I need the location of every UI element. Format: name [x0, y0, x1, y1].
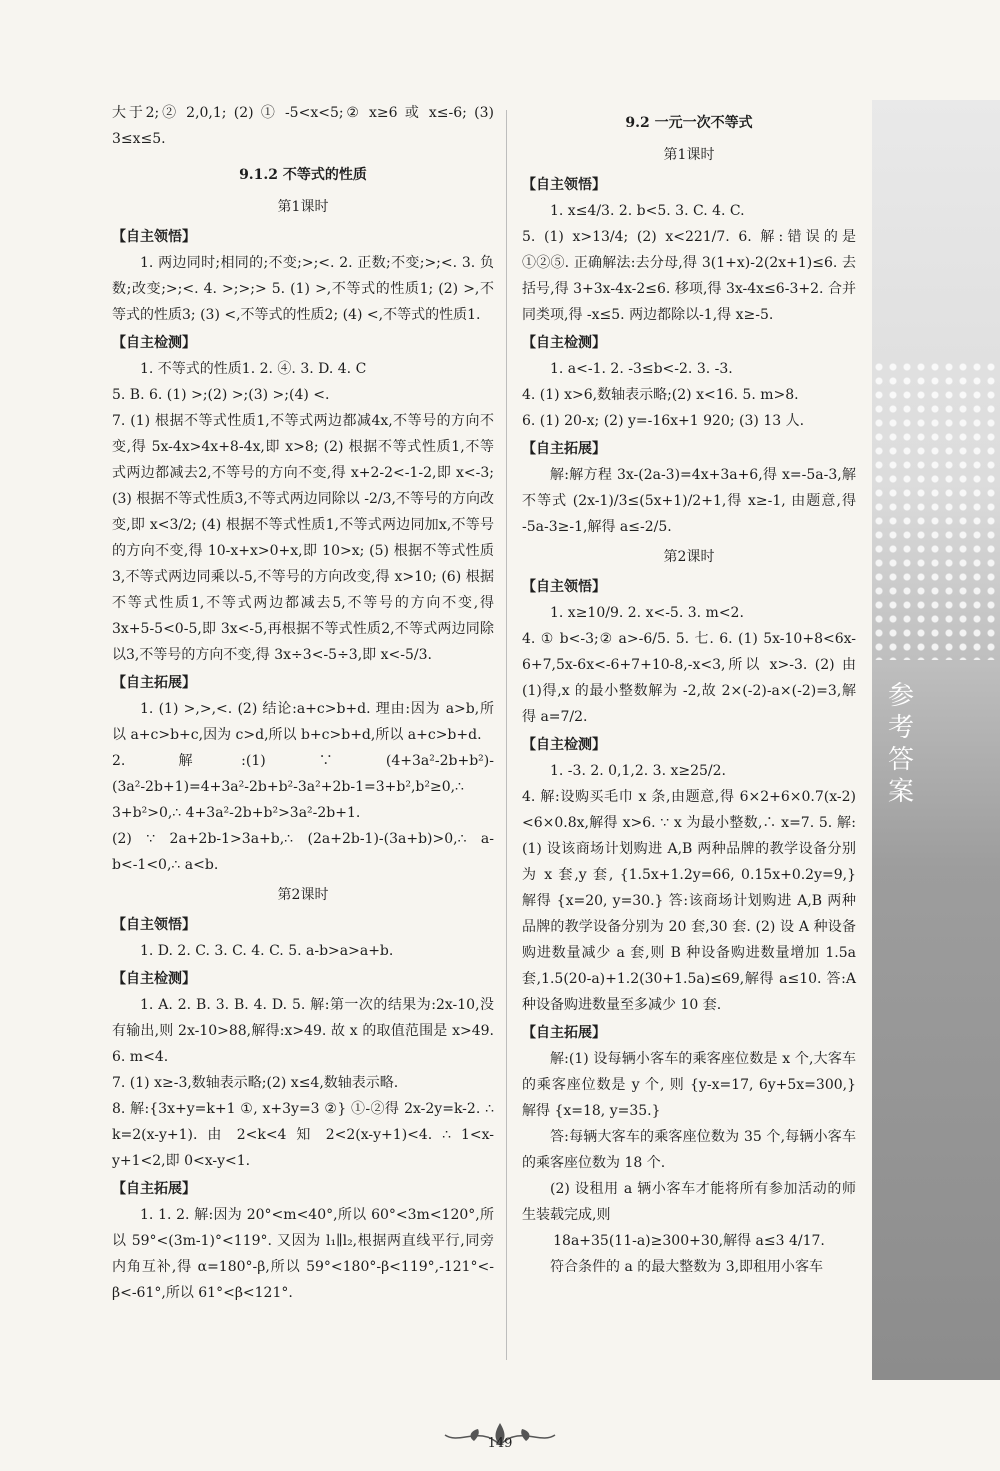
answer-paragraph: 4. (1) x>6,数轴表示略;(2) x<16. 5. m>8. [522, 387, 799, 403]
block-heading: 【自主领悟】 [522, 579, 606, 595]
answer-paragraph: 2. 解:(1) ∵ (4+3a²-2b+b²)-(3a²-2b+1)=4+3a²-2b+b²-3a²+2b-1=3+b²,b²≥0,∴ 3+b²>0,∴ 4+3a²-2b+b²>3a²-2b+1. [112, 753, 494, 821]
answer-paragraph: 7. (1) 根据不等式性质1,不等式两边都减4x,不等号的方向不变,得 5x-4x>4x+8-4x,即 x>8; (2) 根据不等式性质1,不等式两边都减去2,不等号的方向不变,得 x+2-2<-1-2,即 x<-3; (3) 根据不等式性质3,不等式两边同除以 -2/3,不等号的方向改变,即 x<3/2; (4) 根据不等式性质1,不等式两边同加x,不等号的方向不变,得 10-x+x>0+x,即 10>x; (5) 根据不等式性质3,不等式两边同乘以-5,不等号的方向改变,得 x>10; (6) 根据不等式性质1,不等式两边都减去5,不等号的方向不变,得 3x+5-5<0-5,即 3x<-5,再根据不等式性质2,不等式两边同除以3,不等号的方向不变,得 3x÷3<-5÷3,即 x<-5/3. [112, 413, 494, 663]
answer-paragraph: 1. x≤4/3. 2. b<5. 3. C. 4. C. [550, 203, 745, 219]
answer-paragraph: 1. 两边同时;相同的;不变;>;<. 2. 正数;不变;>;<. 3. 负数;改变;>;<. 4. >;>;> 5. (1) >,不等式的性质1; (2) >,不等式的性质3; (3) <,不等式的性质2; (4) <,不等式的性质1. [112, 255, 494, 323]
block-heading: 【自主拓展】 [112, 1181, 196, 1197]
block-heading: 【自主拓展】 [522, 441, 606, 457]
lesson-title: 第1课时 [277, 199, 329, 215]
answer-paragraph: 1. -3. 2. 0,1,2. 3. x≥25/2. [550, 763, 726, 779]
side-dot-pattern [872, 360, 1000, 660]
block-heading: 【自主拓展】 [112, 675, 196, 691]
section-title: 9.2 一元一次不等式 [625, 115, 753, 131]
answer-paragraph: 1. x≥10/9. 2. x<-5. 3. m<2. [550, 605, 744, 621]
right-column [522, 100, 856, 1280]
answer-paragraph: 1. 1. 2. 解:因为 20°<m<40°,所以 60°<3m<120°,所以 59°<(3m-1)°<119°. 又因为 l₁∥l₂,根据两直线平行,同旁内角互补,得 α=180°-β,所以 59°<180°-β<119°,-121°<-β<-61°,所以 61°<β<121°. [112, 1207, 494, 1301]
block-heading: 【自主领悟】 [112, 229, 196, 245]
answer-paragraph: 6. (1) 20-x; (2) y=-16x+1 920; (3) 13 人. [522, 413, 805, 429]
answer-paragraph: 1. a<-1. 2. -3≤b<-2. 3. -3. [550, 361, 733, 377]
block-heading: 【自主检测】 [112, 971, 196, 987]
answer-paragraph: 解:(1) 设每辆小客车的乘客座位数是 x 个,大客车的乘客座位数是 y 个, 则 {y-x=17, 6y+5x=300,} 解得 {x=18, y=35.} [522, 1051, 856, 1119]
answer-paragraph: 1. A. 2. B. 3. B. 4. D. 5. 解:第一次的结果为:2x-10,没有输出,则 2x-10>88,解得:x>49. 故 x 的取值范围是 x>49. 6. m<4. [112, 997, 494, 1065]
answer-paragraph: 符合条件的 a 的最大整数为 3,即租用小客车 [550, 1259, 824, 1275]
side-tab-label: 参考答案 [888, 681, 915, 807]
lesson-title: 第1课时 [663, 147, 715, 163]
block-heading: 【自主检测】 [522, 737, 606, 753]
answer-paragraph: 5. B. 6. (1) >;(2) >;(3) >;(4) <. [112, 387, 330, 403]
answer-paragraph: 5. (1) x>13/4; (2) x<221/7. 6. 解:错误的是①②⑤. 正确解法:去分母,得 3(1+x)-2(2x+1)≤6. 去括号,得 3+3x-4x-2≤6. 移项,得 3x-4x≤6-3+2. 合并同类项,得 -x≤5. 两边都除以-1,得 x≥-5. [522, 229, 856, 323]
answer-paragraph: 1. D. 2. C. 3. C. 4. C. 5. a-b>a>a+b. [140, 943, 394, 959]
answer-paragraph: 1. 不等式的性质1. 2. ④. 3. D. 4. C [140, 361, 367, 377]
answer-paragraph: 18a+35(11-a)≥300+30,解得 a≤3 4/17. [553, 1233, 825, 1249]
block-heading: 【自主拓展】 [522, 1025, 606, 1041]
lesson-title: 第2课时 [663, 549, 715, 565]
left-column [112, 100, 494, 1306]
side-tab [872, 100, 1000, 1380]
answer-paragraph: 4. 解:设购买毛巾 x 条,由题意,得 6×2+6×0.7(x-2)<6×0.8x,解得 x>6. ∵ x 为最小整数,∴ x=7. 5. 解:(1) 设该商场计划购进 A,B 两种品牌的教学设备分别为 x 套,y 套, {1.5x+1.2y=66, 0.15x+0.2y=9,} 解得 {x=20, y=30.} 答:该商场计划购进 A,B 两种品牌的教学设备分别为 20 套,30 套. (2) 设 A 种设备购进数量减少 a 套,则 B 种设备购进数量增加 1.5a 套,1.5(20-a)+1.2(30+1.5a)≤69,解得 a≤10. 答:A 种设备购进数量至多减少 10 套. [522, 789, 856, 1013]
answer-paragraph: 8. 解:{3x+y=k+1 ①, x+3y=3 ②} ①-②得 2x-2y=k-2. ∴ k=2(x-y+1). 由 2<k<4 知 2<2(x-y+1)<4. ∴ 1<x-y+1<2,即 0<x-y<1. [112, 1101, 494, 1169]
lesson-title: 第2课时 [277, 887, 329, 903]
block-heading: 【自主检测】 [112, 335, 196, 351]
page-number: 149 [487, 1436, 513, 1451]
answer-paragraph: 大于2;② 2,0,1; (2) ① -5<x<5;② x≥6 或 x≤-6; (3) 3≤x≤5. [112, 105, 494, 147]
answer-paragraph: 4. ① b<-3;② a>-6/5. 5. 七. 6. (1) 5x-10+8<6x-6+7,5x-6x<-6+7+10-8,-x<3,所以 x>-3. (2) 由(1)得,x 的最小整数解为 -2,故 2×(-2)-a×(-2)=3,解得 a=7/2. [522, 631, 856, 725]
answer-paragraph: 解:解方程 3x-(2a-3)=4x+3a+6,得 x=-5a-3,解不等式 (2x-1)/3≤(5x+1)/2+1,得 x≥-1, 由题意,得 -5a-3≥-1,解得 a≤-2/5. [522, 467, 856, 535]
section-title: 9.1.2 不等式的性质 [239, 167, 367, 183]
column-divider [506, 110, 507, 1360]
answer-paragraph: (2) 设租用 a 辆小客车才能将所有参加活动的师生装载完成,则 [522, 1181, 856, 1223]
block-heading: 【自主领悟】 [522, 177, 606, 193]
block-heading: 【自主检测】 [522, 335, 606, 351]
answer-paragraph: 1. (1) >,>,<. (2) 结论:a+c>b+d. 理由:因为 a>b,所以 a+c>b+c,因为 c>d,所以 b+c>b+d,所以 a+c>b+d. [112, 701, 494, 743]
answer-paragraph: 7. (1) x≥-3,数轴表示略;(2) x≤4,数轴表示略. [112, 1075, 399, 1091]
answer-paragraph: 答:每辆大客车的乘客座位数为 35 个,每辆小客车的乘客座位数为 18 个. [522, 1129, 856, 1171]
block-heading: 【自主领悟】 [112, 917, 196, 933]
answer-paragraph: (2) ∵ 2a+2b-1>3a+b,∴ (2a+2b-1)-(3a+b)>0,∴ a-b<-1<0,∴ a<b. [112, 831, 494, 873]
